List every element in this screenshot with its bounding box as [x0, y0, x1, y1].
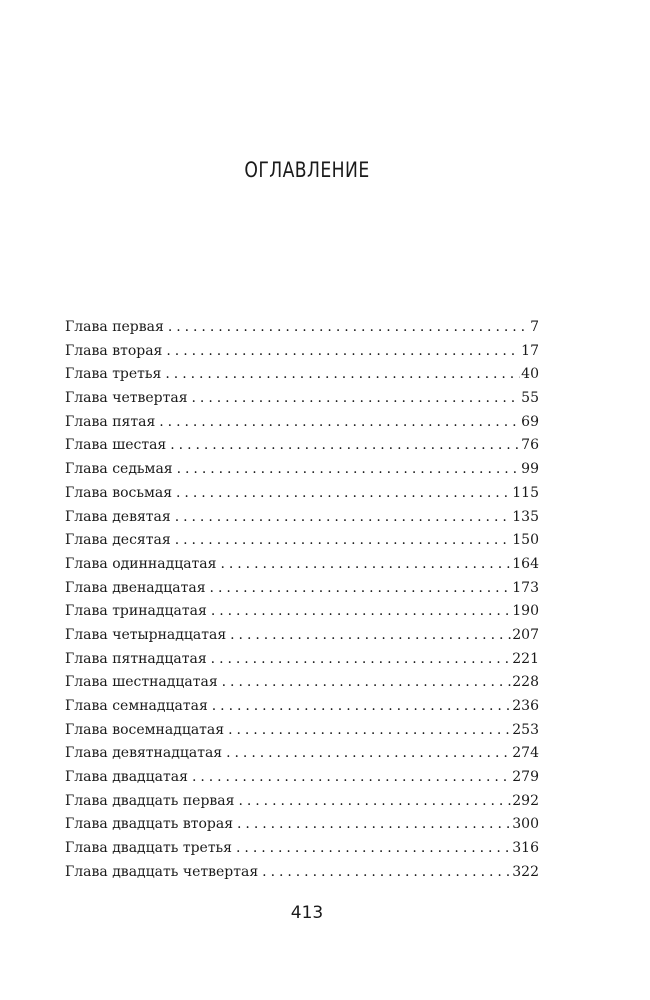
dot-leader	[237, 816, 511, 832]
toc-entry[interactable]	[65, 864, 539, 888]
toc-entry-label: Глава двадцатая	[65, 769, 192, 785]
toc-entry-page: 228	[512, 674, 539, 691]
toc-entry-label: Глава восьмая	[65, 485, 176, 501]
dot-leader	[170, 437, 520, 453]
toc-entry[interactable]	[65, 651, 539, 675]
toc-entry-page: 135	[512, 508, 539, 525]
toc-entry-page: 173	[512, 579, 539, 596]
toc-entry[interactable]	[65, 627, 539, 651]
toc-entry[interactable]	[65, 509, 539, 533]
toc-entry[interactable]	[65, 745, 539, 769]
toc-entry-label: Глава двадцать третья	[65, 840, 236, 856]
toc-entry-label: Глава пятнадцатая	[65, 651, 211, 667]
toc-entry-label: Глава вторая	[65, 343, 166, 359]
toc-entry-page: 274	[512, 745, 539, 762]
toc-entry-page: 322	[512, 863, 539, 880]
toc-entry[interactable]	[65, 769, 539, 793]
toc-entry-page: 164	[512, 555, 539, 572]
dot-leader	[226, 745, 511, 761]
dot-leader	[210, 580, 512, 596]
toc-entry-label: Глава четырнадцатая	[65, 627, 230, 643]
dot-leader	[262, 864, 511, 880]
toc-entry-label: Глава одиннадцатая	[65, 556, 220, 572]
toc-entry-page: 236	[512, 698, 539, 714]
dot-leader	[192, 390, 521, 406]
dot-leader	[175, 509, 512, 525]
toc-entry-label: Глава семнадцатая	[65, 698, 212, 714]
toc-entry-page: 150	[512, 532, 539, 549]
toc-entry-page: 316	[512, 840, 539, 857]
toc-entry-label: Глава восемнадцатая	[65, 722, 228, 738]
toc-entry-label: Глава двенадцатая	[65, 580, 210, 596]
toc-entry[interactable]	[65, 674, 539, 698]
toc-entry[interactable]	[65, 698, 539, 722]
toc-entry-label: Глава третья	[65, 366, 165, 382]
toc-entry-page: 76	[521, 437, 539, 454]
toc-entry-label: Глава двадцать четвертая	[65, 864, 262, 880]
toc-entry-page: 190	[512, 603, 539, 620]
toc-entry-page: 40	[521, 366, 539, 383]
dot-leader	[238, 793, 511, 809]
toc-entry[interactable]	[65, 366, 539, 390]
toc-entry[interactable]	[65, 722, 539, 746]
toc-entry-page: 99	[521, 461, 539, 478]
toc-entry[interactable]	[65, 461, 539, 485]
dot-leader	[211, 651, 512, 667]
toc-entry-label: Глава десятая	[65, 532, 175, 548]
dot-leader	[175, 532, 512, 548]
toc-entry[interactable]	[65, 485, 539, 509]
dot-leader	[236, 840, 511, 856]
toc-entry-label: Глава шестая	[65, 437, 170, 453]
dot-leader	[222, 674, 512, 690]
page-title: ОГЛАВЛЕНИЕ	[244, 158, 370, 182]
dot-leader	[230, 627, 511, 643]
toc-entry-label: Глава девятнадцатая	[65, 745, 226, 761]
toc-entry[interactable]	[65, 556, 539, 580]
dot-leader	[168, 319, 529, 335]
toc-entry-label: Глава девятая	[65, 509, 175, 525]
toc-entry-page: 69	[521, 413, 539, 430]
toc-entry-page: 207	[512, 626, 539, 643]
dot-leader	[192, 769, 511, 785]
dot-leader	[228, 722, 511, 738]
toc-entry-page: 7	[530, 319, 539, 335]
toc-entry[interactable]	[65, 532, 539, 556]
toc-entry[interactable]	[65, 840, 539, 864]
toc-entry-page: 221	[512, 650, 539, 667]
toc-entry-label: Глава шестнадцатая	[65, 674, 222, 690]
toc-entry[interactable]	[65, 414, 539, 438]
dot-leader	[211, 603, 511, 619]
toc-entry-label: Глава двадцать вторая	[65, 816, 237, 832]
toc-entry[interactable]	[65, 603, 539, 627]
toc-entry-page: 115	[512, 484, 539, 501]
toc-entry[interactable]	[65, 793, 539, 817]
toc-entry[interactable]	[65, 816, 539, 840]
page-number: 413	[290, 903, 324, 923]
toc-entry-page: 292	[512, 792, 539, 809]
dot-leader	[166, 343, 520, 359]
dot-leader	[212, 698, 511, 714]
dot-leader	[176, 485, 511, 501]
toc-entry-page: 279	[512, 769, 539, 786]
toc-entry-page: 17	[521, 342, 539, 359]
toc-entry-label: Глава седьмая	[65, 461, 177, 477]
toc-entry-page: 253	[512, 721, 539, 738]
toc-entry[interactable]	[65, 343, 539, 367]
toc-entry-label: Глава тринадцатая	[65, 603, 211, 619]
toc-entry[interactable]	[65, 437, 539, 461]
dot-leader	[220, 556, 511, 572]
toc-entry-label: Глава пятая	[65, 414, 159, 430]
dot-leader	[177, 461, 521, 477]
toc-entry-label: Глава четвертая	[65, 390, 192, 406]
dot-leader	[159, 414, 520, 430]
toc-entry-label: Глава двадцать первая	[65, 793, 238, 809]
table-of-contents	[65, 319, 539, 888]
toc-entry[interactable]	[65, 390, 539, 414]
toc-entry-page: 55	[521, 390, 539, 407]
toc-entry[interactable]	[65, 580, 539, 604]
toc-entry[interactable]	[65, 319, 539, 343]
toc-entry-label: Глава первая	[65, 319, 168, 335]
dot-leader	[165, 366, 520, 382]
toc-entry-page: 300	[512, 816, 539, 833]
